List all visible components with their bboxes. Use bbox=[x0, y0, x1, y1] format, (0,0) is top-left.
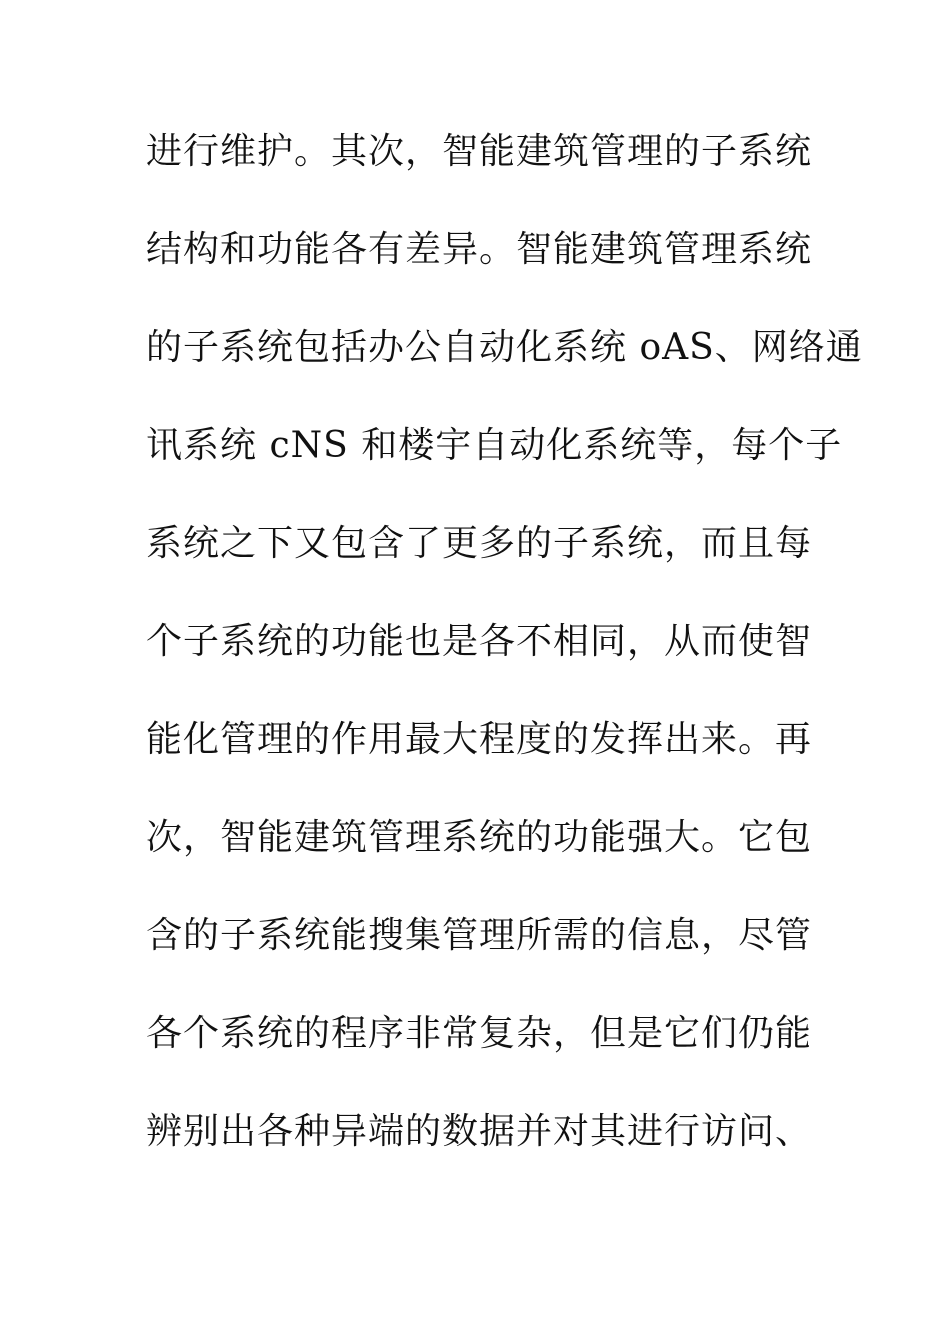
text-line: 含的子系统能搜集管理所需的信息，尽管 bbox=[146, 915, 813, 956]
text-line: 个子系统的功能也是各不相同，从而使智 bbox=[146, 621, 813, 662]
text-line: 结构和功能各有差异。智能建筑管理系统 bbox=[146, 229, 813, 270]
body-paragraph bbox=[146, 120, 863, 1198]
text-line: 系统之下又包含了更多的子系统，而且每 bbox=[146, 523, 813, 564]
text-line: 次，智能建筑管理系统的功能强大。它包 bbox=[146, 817, 813, 858]
text-line: 能化管理的作用最大程度的发挥出来。再 bbox=[146, 719, 813, 760]
text-line: 的子系统包括办公自动化系统 oAS、网络通 bbox=[146, 327, 863, 368]
text-line: 辨别出各种异端的数据并对其进行访问、 bbox=[146, 1111, 813, 1152]
text-line: 各个系统的程序非常复杂，但是它们仍能 bbox=[146, 1013, 813, 1054]
text-line: 讯系统 cNS 和楼宇自动化系统等，每个子 bbox=[146, 425, 843, 466]
text-line: 进行维护。其次，智能建筑管理的子系统 bbox=[146, 131, 813, 172]
